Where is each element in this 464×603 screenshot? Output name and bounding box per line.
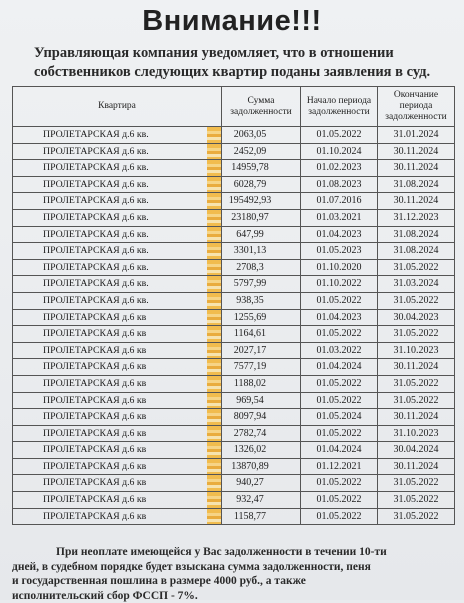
start-date-cell-text: 01.02.2023 [317, 162, 362, 173]
start-date-cell-text: 01.03.2022 [317, 345, 362, 356]
apartment-cell-text: ПРОЛЕТАРСКАЯ д.6 кв. [43, 162, 149, 173]
amount-cell-text: 1255,69 [234, 312, 267, 323]
intro-line-1: Управляющая компания уведомляет, что в отношении [12, 44, 454, 63]
table-row [13, 375, 455, 392]
start-date-cell [301, 276, 378, 293]
start-date-cell [301, 309, 378, 326]
notice-intro [12, 44, 454, 82]
start-date-cell-text: 01.05.2022 [317, 477, 362, 488]
end-date-cell [378, 359, 455, 376]
start-date-cell-text: 01.04.2023 [317, 229, 362, 240]
end-date-cell [378, 326, 455, 343]
table-row [13, 409, 455, 426]
amount-cell [222, 342, 301, 359]
amount-cell [222, 508, 301, 525]
end-date-cell [378, 209, 455, 226]
end-date-cell [378, 492, 455, 509]
redaction-mask [207, 293, 221, 309]
amount-cell [222, 127, 301, 144]
end-date-cell [378, 475, 455, 492]
table-row [13, 209, 455, 226]
amount-cell-text: 938,35 [236, 295, 264, 306]
end-date-cell [378, 409, 455, 426]
apartment-cell-text: ПРОЛЕТАРСКАЯ д.6 кв [43, 378, 146, 389]
amount-cell [222, 458, 301, 475]
end-date-cell [378, 292, 455, 309]
amount-cell [222, 492, 301, 509]
amount-cell-text: 8097,94 [234, 411, 267, 422]
start-date-cell [301, 226, 378, 243]
end-date-cell-text: 31.05.2022 [394, 328, 439, 339]
amount-cell [222, 425, 301, 442]
notice-outro [12, 545, 454, 603]
table-row [13, 143, 455, 160]
apartment-cell [13, 342, 222, 359]
table-row [13, 492, 455, 509]
start-date-cell [301, 243, 378, 260]
apartment-cell [13, 359, 222, 376]
amount-cell [222, 226, 301, 243]
amount-cell [222, 392, 301, 409]
end-date-cell [378, 193, 455, 210]
apartment-cell-text: ПРОЛЕТАРСКАЯ д.6 кв [43, 361, 146, 372]
apartment-cell [13, 209, 222, 226]
start-date-cell-text: 01.10.2022 [317, 278, 362, 289]
end-date-cell [378, 342, 455, 359]
header-amount: Сумма задолженности [222, 87, 301, 127]
end-date-cell-text: 31.05.2022 [394, 295, 439, 306]
start-date-cell [301, 375, 378, 392]
redaction-mask [207, 177, 221, 193]
redaction-mask [207, 160, 221, 176]
end-date-cell-text: 31.05.2022 [394, 477, 439, 488]
apartment-cell [13, 425, 222, 442]
table-row [13, 458, 455, 475]
redaction-mask [207, 409, 221, 425]
amount-cell-text: 2063,05 [234, 129, 267, 140]
apartment-cell [13, 243, 222, 260]
redaction-mask [207, 243, 221, 259]
redaction-mask [207, 127, 221, 143]
amount-cell-text: 7577,19 [234, 361, 267, 372]
amount-cell-text: 3301,13 [234, 245, 267, 256]
end-date-cell-text: 31.12.2023 [394, 212, 439, 223]
apartment-cell [13, 143, 222, 160]
apartment-cell-text: ПРОЛЕТАРСКАЯ д.6 кв [43, 477, 146, 488]
start-date-cell [301, 292, 378, 309]
redaction-mask [207, 359, 221, 375]
end-date-cell-text: 30.04.2023 [394, 312, 439, 323]
apartment-cell-text: ПРОЛЕТАРСКАЯ д.6 кв. [43, 195, 149, 206]
table-row [13, 160, 455, 177]
start-date-cell-text: 01.05.2022 [317, 295, 362, 306]
start-date-cell-text: 01.08.2023 [317, 179, 362, 190]
table-row [13, 276, 455, 293]
apartment-cell-text: ПРОЛЕТАРСКАЯ д.6 кв [43, 444, 146, 455]
start-date-cell [301, 508, 378, 525]
apartment-cell [13, 160, 222, 177]
apartment-cell [13, 176, 222, 193]
redaction-mask [207, 426, 221, 442]
amount-cell-text: 5797,99 [234, 278, 267, 289]
redaction-mask [207, 393, 221, 409]
apartment-cell [13, 259, 222, 276]
table-row [13, 193, 455, 210]
apartment-cell [13, 276, 222, 293]
amount-cell [222, 475, 301, 492]
end-date-cell [378, 392, 455, 409]
start-date-cell [301, 359, 378, 376]
apartment-cell [13, 292, 222, 309]
start-date-cell [301, 259, 378, 276]
start-date-cell-text: 01.05.2022 [317, 494, 362, 505]
amount-cell-text: 23180,97 [231, 212, 269, 223]
start-date-cell [301, 458, 378, 475]
apartment-cell-text: ПРОЛЕТАРСКАЯ д.6 кв. [43, 278, 149, 289]
debt-table [12, 86, 455, 525]
apartment-cell-text: ПРОЛЕТАРСКАЯ д.6 кв [43, 494, 146, 505]
redaction-mask [207, 442, 221, 458]
table-row [13, 226, 455, 243]
apartment-cell [13, 392, 222, 409]
table-header-row [13, 87, 455, 127]
redaction-mask [207, 376, 221, 392]
table-row [13, 425, 455, 442]
start-date-cell [301, 160, 378, 177]
amount-cell-text: 1188,02 [234, 378, 266, 389]
redaction-mask [207, 144, 221, 160]
start-date-cell-text: 01.05.2024 [317, 411, 362, 422]
start-date-cell [301, 492, 378, 509]
amount-cell [222, 292, 301, 309]
table-row [13, 326, 455, 343]
amount-cell [222, 309, 301, 326]
apartment-cell [13, 492, 222, 509]
start-date-cell [301, 326, 378, 343]
end-date-cell [378, 375, 455, 392]
end-date-cell [378, 309, 455, 326]
outro-line-2: дней, в судебном порядке будет взыскана сумма задолженности, пеня [12, 560, 454, 575]
apartment-cell-text: ПРОЛЕТАРСКАЯ д.6 кв [43, 411, 146, 422]
header-start: Начало периода задолженности [301, 87, 378, 127]
amount-cell-text: 940,27 [236, 477, 264, 488]
apartment-cell [13, 375, 222, 392]
end-date-cell-text: 31.08.2024 [394, 229, 439, 240]
amount-cell [222, 442, 301, 459]
amount-cell [222, 143, 301, 160]
end-date-cell-text: 30.11.2024 [394, 162, 439, 173]
amount-cell-text: 195492,93 [229, 195, 272, 206]
table-body [13, 127, 455, 525]
end-date-cell [378, 508, 455, 525]
end-date-cell-text: 31.05.2022 [394, 378, 439, 389]
redaction-mask [207, 343, 221, 359]
apartment-cell [13, 508, 222, 525]
table-row [13, 292, 455, 309]
redaction-mask [207, 276, 221, 292]
amount-cell [222, 243, 301, 260]
table-row [13, 176, 455, 193]
apartment-cell-text: ПРОЛЕТАРСКАЯ д.6 кв [43, 345, 146, 356]
end-date-cell [378, 458, 455, 475]
end-date-cell-text: 31.05.2022 [394, 395, 439, 406]
end-date-cell [378, 442, 455, 459]
start-date-cell-text: 01.03.2021 [317, 212, 362, 223]
end-date-cell-text: 31.03.2024 [394, 278, 439, 289]
end-date-cell-text: 31.08.2024 [394, 245, 439, 256]
apartment-cell-text: ПРОЛЕТАРСКАЯ д.6 кв. [43, 212, 149, 223]
apartment-cell-text: ПРОЛЕТАРСКАЯ д.6 кв. [43, 129, 149, 140]
end-date-cell-text: 31.05.2022 [394, 494, 439, 505]
apartment-cell [13, 127, 222, 144]
amount-cell-text: 6028,79 [234, 179, 267, 190]
start-date-cell [301, 442, 378, 459]
apartment-cell-text: ПРОЛЕТАРСКАЯ д.6 кв [43, 328, 146, 339]
amount-cell-text: 1158,77 [234, 511, 266, 522]
amount-cell [222, 409, 301, 426]
amount-cell-text: 14959,78 [231, 162, 269, 173]
amount-cell-text: 13870,89 [231, 461, 269, 472]
table-row [13, 309, 455, 326]
amount-cell [222, 176, 301, 193]
table-row [13, 442, 455, 459]
apartment-cell-text: ПРОЛЕТАРСКАЯ д.6 кв. [43, 146, 149, 157]
amount-cell-text: 932,47 [236, 494, 264, 505]
apartment-cell-text: ПРОЛЕТАРСКАЯ д.6 кв [43, 428, 146, 439]
redaction-mask [207, 210, 221, 226]
apartment-cell [13, 458, 222, 475]
apartment-cell-text: ПРОЛЕТАРСКАЯ д.6 кв [43, 461, 146, 472]
apartment-cell-text: ПРОЛЕТАРСКАЯ д.6 кв [43, 511, 146, 522]
redaction-mask [207, 260, 221, 276]
start-date-cell-text: 01.05.2023 [317, 245, 362, 256]
start-date-cell [301, 342, 378, 359]
start-date-cell [301, 425, 378, 442]
amount-cell [222, 276, 301, 293]
table-row [13, 475, 455, 492]
notice-title: Внимание!!! [0, 4, 464, 38]
start-date-cell-text: 01.04.2024 [317, 444, 362, 455]
end-date-cell [378, 243, 455, 260]
end-date-cell-text: 30.04.2024 [394, 444, 439, 455]
start-date-cell-text: 01.05.2022 [317, 129, 362, 140]
amount-cell [222, 193, 301, 210]
start-date-cell [301, 409, 378, 426]
intro-line-2: собственников следующих квартир поданы заявления в суд. [12, 63, 454, 82]
start-date-cell-text: 01.07.2016 [317, 195, 362, 206]
amount-cell-text: 2027,17 [234, 345, 267, 356]
apartment-cell [13, 226, 222, 243]
amount-cell-text: 647,99 [236, 229, 264, 240]
end-date-cell-text: 31.05.2022 [394, 262, 439, 273]
amount-cell-text: 2708,3 [236, 262, 264, 273]
redaction-mask [207, 475, 221, 491]
start-date-cell [301, 475, 378, 492]
start-date-cell-text: 01.05.2022 [317, 511, 362, 522]
end-date-cell [378, 176, 455, 193]
end-date-cell-text: 31.01.2024 [394, 129, 439, 140]
end-date-cell-text: 31.10.2023 [394, 428, 439, 439]
end-date-cell-text: 30.11.2024 [394, 195, 439, 206]
start-date-cell-text: 01.10.2020 [317, 262, 362, 273]
end-date-cell [378, 226, 455, 243]
start-date-cell [301, 193, 378, 210]
start-date-cell [301, 209, 378, 226]
start-date-cell-text: 01.12.2021 [317, 461, 362, 472]
start-date-cell-text: 01.04.2024 [317, 361, 362, 372]
header-apartment: Квартира [13, 87, 222, 127]
apartment-cell-text: ПРОЛЕТАРСКАЯ д.6 кв. [43, 179, 149, 190]
start-date-cell-text: 01.10.2024 [317, 146, 362, 157]
amount-cell [222, 209, 301, 226]
amount-cell-text: 2452,09 [234, 146, 267, 157]
apartment-cell [13, 475, 222, 492]
outro-line-4: исполнительский сбор ФССП - 7%. [12, 589, 454, 603]
table-row [13, 508, 455, 525]
start-date-cell [301, 392, 378, 409]
redaction-mask [207, 227, 221, 243]
end-date-cell [378, 127, 455, 144]
amount-cell [222, 375, 301, 392]
end-date-cell-text: 30.11.2024 [394, 361, 439, 372]
amount-cell-text: 1326,02 [234, 444, 267, 455]
apartment-cell [13, 193, 222, 210]
end-date-cell [378, 259, 455, 276]
redaction-mask [207, 509, 221, 525]
table-row [13, 392, 455, 409]
start-date-cell-text: 01.05.2022 [317, 395, 362, 406]
end-date-cell [378, 276, 455, 293]
end-date-cell-text: 30.11.2024 [394, 461, 439, 472]
outro-line-3: и государственная пошлина в размере 4000 руб., а также [12, 574, 454, 589]
redaction-mask [207, 326, 221, 342]
end-date-cell-text: 31.08.2024 [394, 179, 439, 190]
amount-cell [222, 326, 301, 343]
apartment-cell-text: ПРОЛЕТАРСКАЯ д.6 кв. [43, 295, 149, 306]
end-date-cell [378, 160, 455, 177]
start-date-cell [301, 143, 378, 160]
apartment-cell-text: ПРОЛЕТАРСКАЯ д.6 кв [43, 312, 146, 323]
table-row [13, 127, 455, 144]
apartment-cell-text: ПРОЛЕТАРСКАЯ д.6 кв. [43, 229, 149, 240]
apartment-cell-text: ПРОЛЕТАРСКАЯ д.6 кв. [43, 262, 149, 273]
amount-cell-text: 1164,61 [234, 328, 266, 339]
start-date-cell-text: 01.04.2023 [317, 312, 362, 323]
apartment-cell [13, 409, 222, 426]
redaction-mask [207, 459, 221, 475]
start-date-cell [301, 127, 378, 144]
amount-cell [222, 259, 301, 276]
table-row [13, 342, 455, 359]
end-date-cell-text: 31.10.2023 [394, 345, 439, 356]
end-date-cell [378, 425, 455, 442]
amount-cell-text: 2782,74 [234, 428, 267, 439]
table-row [13, 243, 455, 260]
table-row [13, 359, 455, 376]
end-date-cell-text: 30.11.2024 [394, 411, 439, 422]
start-date-cell-text: 01.05.2022 [317, 378, 362, 389]
outro-line-1: При неоплате имеющейся у Вас задолженности в течении 10-ти [12, 545, 454, 560]
apartment-cell [13, 326, 222, 343]
redaction-mask [207, 193, 221, 209]
redaction-mask [207, 492, 221, 508]
apartment-cell-text: ПРОЛЕТАРСКАЯ д.6 кв. [43, 245, 149, 256]
apartment-cell [13, 309, 222, 326]
end-date-cell [378, 143, 455, 160]
amount-cell [222, 160, 301, 177]
apartment-cell-text: ПРОЛЕТАРСКАЯ д.6 кв [43, 395, 146, 406]
table-row [13, 259, 455, 276]
amount-cell-text: 969,54 [236, 395, 264, 406]
end-date-cell-text: 31.05.2022 [394, 511, 439, 522]
amount-cell [222, 359, 301, 376]
start-date-cell-text: 01.05.2022 [317, 328, 362, 339]
redaction-mask [207, 310, 221, 326]
end-date-cell-text: 30.11.2024 [394, 146, 439, 157]
start-date-cell-text: 01.05.2022 [317, 428, 362, 439]
header-end: Окончание периода задолженности [378, 87, 455, 127]
apartment-cell [13, 442, 222, 459]
start-date-cell [301, 176, 378, 193]
